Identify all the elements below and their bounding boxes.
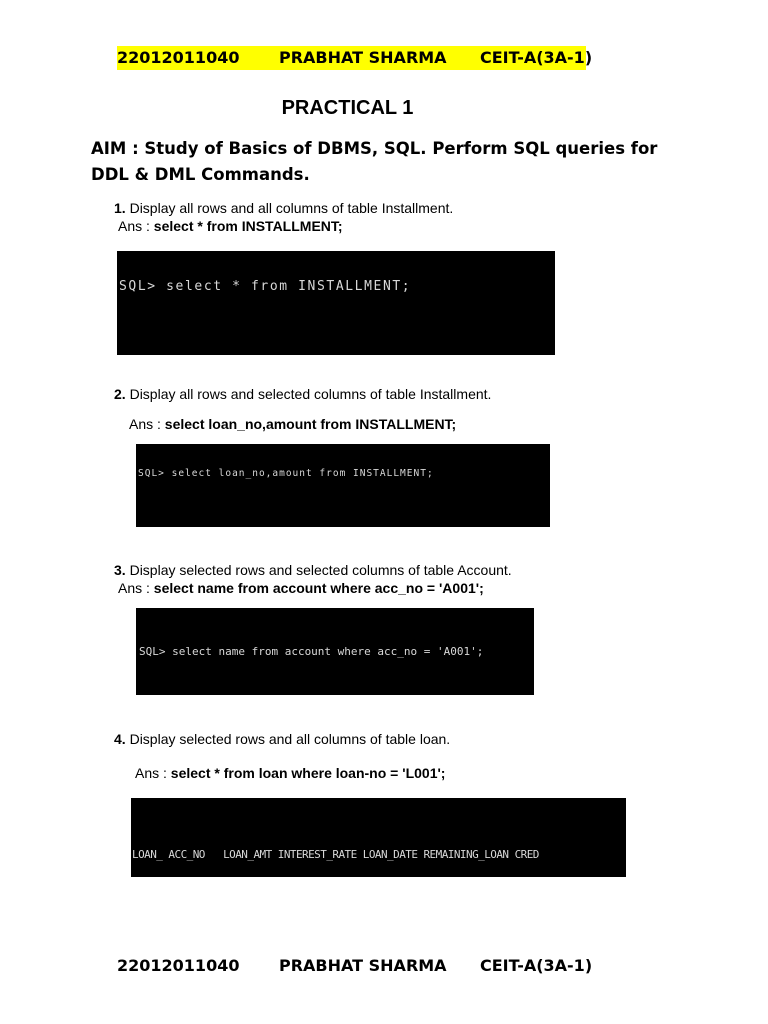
terminal-line: [119, 319, 555, 332]
question-3: [114, 562, 512, 578]
terminal-output-2: [136, 444, 550, 527]
question-text: Display all rows and selected columns of table Installment.: [129, 386, 492, 402]
terminal-line: [139, 686, 534, 696]
terminal-output-4: [131, 798, 626, 877]
aim-text: AIM : Study of Basics of DBMS, SQL. Perform SQL queries for DDL & DML Commands.: [91, 139, 658, 184]
page-title: PRACTICAL 1: [281, 97, 414, 119]
footer: [117, 954, 593, 978]
terminal-line: SQL> select name from account where acc_no = 'A001';: [139, 645, 484, 658]
question-number: 4.: [114, 731, 126, 747]
question-text: Display selected rows and selected columns of table Account.: [129, 562, 512, 578]
question-2: [114, 386, 491, 402]
class-label: CEIT-A(3A-1): [480, 956, 593, 975]
terminal-output-1: [117, 251, 555, 355]
terminal-line: [138, 499, 550, 509]
answer-label: Ans :: [135, 765, 167, 781]
question-text: Display selected rows and all columns of table loan.: [129, 731, 451, 747]
question-4: [114, 731, 450, 747]
roll-number: 22012011040: [117, 956, 240, 975]
answer-query: select loan_no,amount from INSTALLMENT;: [164, 416, 457, 432]
header-top: [117, 46, 593, 70]
answer-query: select name from account where acc_no = 'A001';: [153, 580, 484, 596]
terminal-line: LOAN_ ACC_NO LOAN_AMT INTEREST_RATE LOAN_DATE REMAINING_LOAN CRED: [132, 848, 539, 861]
answer-label: Ans :: [118, 218, 150, 234]
answer-label: Ans :: [118, 580, 150, 596]
question-number: 3.: [114, 562, 126, 578]
answer-label: Ans :: [129, 416, 161, 432]
student-name: PRABHAT SHARMA: [279, 48, 447, 67]
question-1: [114, 200, 453, 216]
answer-query: select * from INSTALLMENT;: [153, 218, 343, 234]
question-number: 1.: [114, 200, 126, 216]
question-text: Display all rows and all columns of table Installment.: [129, 200, 454, 216]
class-label: CEIT-A(3A-1): [480, 48, 593, 67]
answer-2: [129, 416, 456, 432]
terminal-line: SQL> select * from INSTALLMENT;: [119, 279, 412, 294]
terminal-output-3: [136, 608, 534, 695]
student-name: PRABHAT SHARMA: [279, 956, 447, 975]
answer-4: [135, 765, 445, 781]
terminal-line: SQL> select loan_no,amount from INSTALLMENT;: [138, 468, 434, 479]
question-number: 2.: [114, 386, 126, 402]
answer-3: [118, 580, 484, 596]
answer-query: select * from loan where loan-no = 'L001';: [170, 765, 446, 781]
answer-1: [118, 218, 343, 234]
roll-number: 22012011040: [117, 48, 240, 67]
